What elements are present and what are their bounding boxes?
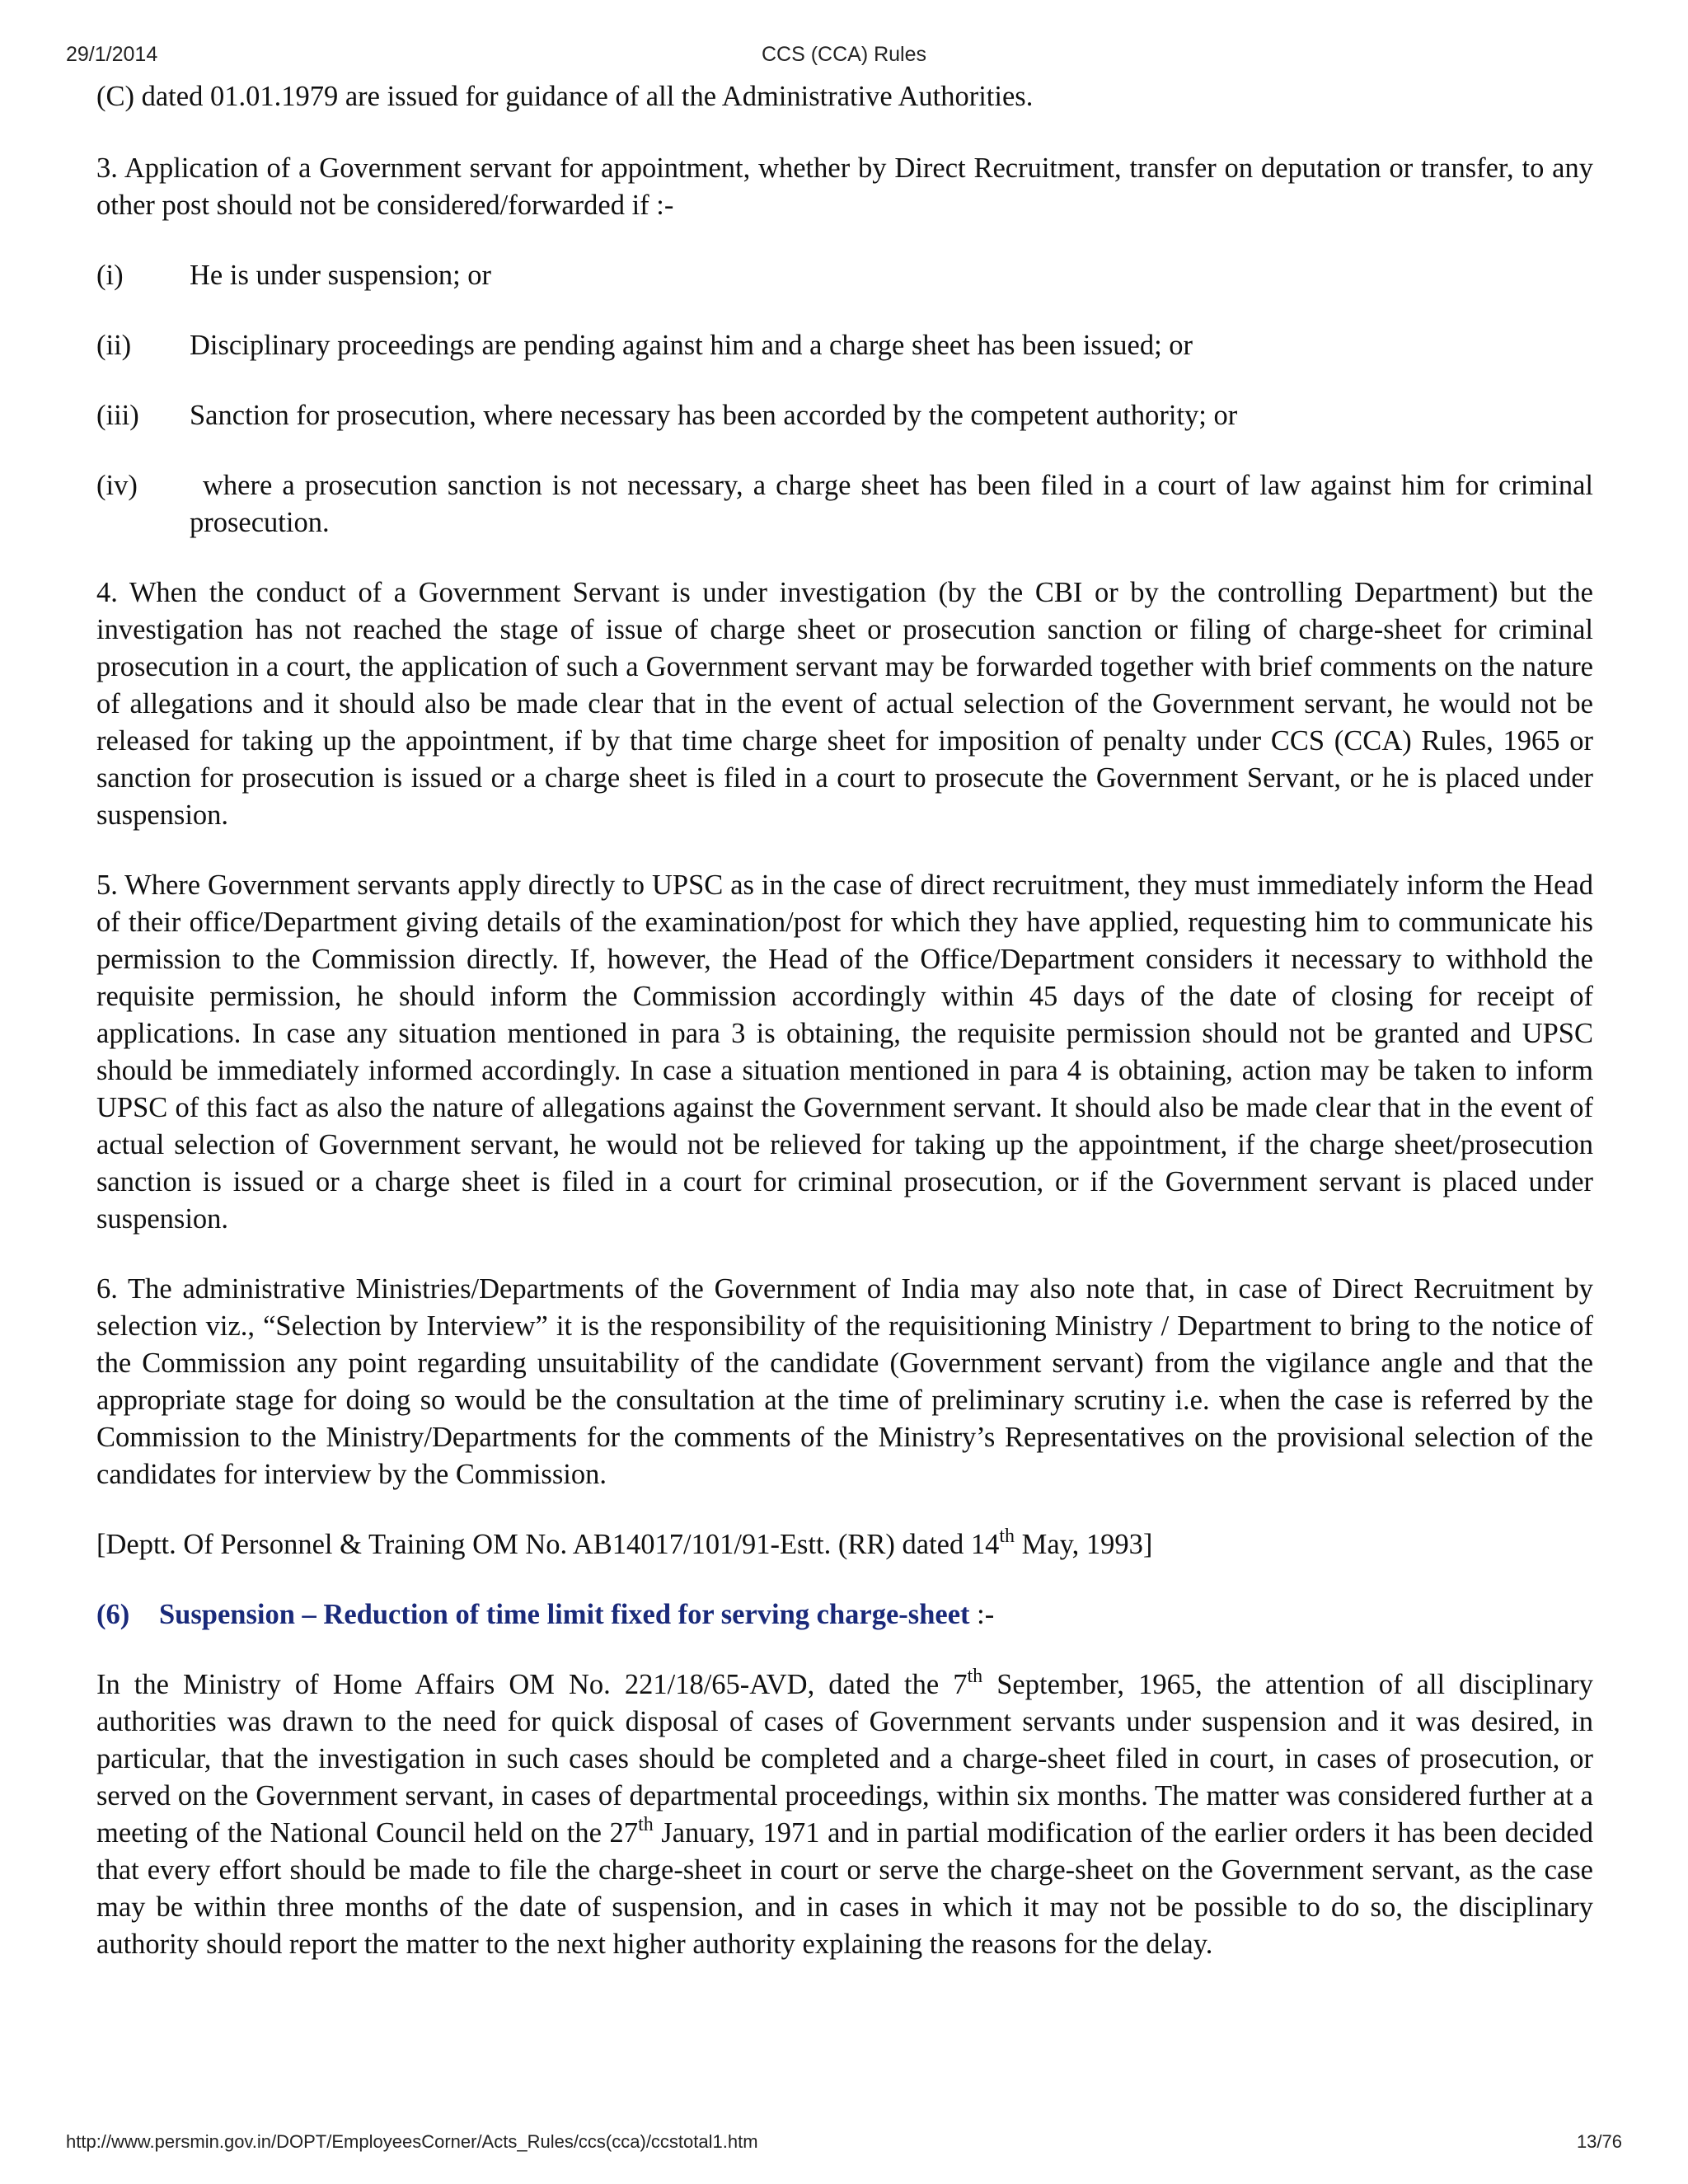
list-item	[96, 327, 1593, 364]
section-title: Suspension – Reduction of time limit fixed for serving charge-sheet	[159, 1599, 970, 1630]
list-item-text: He is under suspension; or	[190, 260, 492, 291]
paragraph-5: 5. Where Government servants apply directly to UPSC as in the case of direct recruitment, they must immediately inform the Head of their office/Department giving details of the examination/post for which they have applied, requesting him to communicate his permission to the Commission directly. If, however, the Head of the Office/Department considers it necessary to withhold the requisite permission, he should inform the Commission accordingly within 45 days of the date of closing for receipt of applications. In case any situation mentioned in para 3 is obtaining, the requisite permission should not be granted and UPSC should be immediately informed accordingly. In case a situation mentioned in para 4 is obtaining, action may be taken to inform UPSC of this fact as also the nature of allegations against the Government servant. It should also be made clear that in the event of actual selection of Government servant, he would not be relieved for taking up the appointment, if the charge sheet/prosecution sanction is issued or a charge sheet is filed in a court for criminal prosecution, or if the Government servant is placed under suspension.	[96, 869, 1593, 1235]
intro-paragraph: (C) dated 01.01.1979 are issued for guidance of all the Administrative Authorities.	[96, 81, 1034, 112]
section-heading	[96, 1596, 1593, 1633]
print-date: 29/1/2014	[66, 43, 158, 66]
paragraph-6: 6. The administrative Ministries/Departments of the Government of India may also note that, in case of Direct Recruitment by selection viz., “Selection by Interview” it is the responsibility of the requisitioning Ministry / Department to bring to the notice of the Commission any point regarding unsuitability of the candidate (Government servant) from the vigilance angle and that the appropriate stage for doing so would be the consultation at the time of preliminary scrutiny i.e. when the case is referred by the Commission to the Ministry/Departments for the comments of the Ministry’s Representatives on the provisional selection of the candidates for interview by the Commission.	[96, 1273, 1593, 1490]
final-superscript-1: th	[967, 1666, 983, 1687]
list-item	[96, 467, 1593, 541]
citation-superscript: th	[999, 1526, 1015, 1547]
list-item-text: where a prosecution sanction is not necessary, a charge sheet has been filed in a court of law against him for criminal prosecution.	[190, 470, 1593, 538]
citation-text-end: May, 1993]	[1015, 1529, 1153, 1560]
document-body	[96, 78, 1593, 1996]
list-item-number: (ii)	[96, 330, 132, 361]
list-item-number: (iv)	[96, 470, 138, 501]
list-item-number: (iii)	[96, 400, 139, 431]
document-title: CCS (CCA) Rules	[761, 43, 927, 66]
citation-text: [Deptt. Of Personnel & Training OM No. AB14017/101/91-Estt. (RR) dated 14	[96, 1529, 1000, 1560]
page-number: 13/76	[1576, 2131, 1622, 2152]
source-url: http://www.persmin.gov.in/DOPT/EmployeesCorner/Acts_Rules/ccs(cca)/ccstotal1.htm	[66, 2131, 758, 2152]
section-heading-tail: :-	[969, 1599, 995, 1630]
citation	[96, 1526, 1593, 1563]
section-number: (6)	[96, 1599, 130, 1630]
list-item	[96, 397, 1593, 434]
final-superscript-2: th	[638, 1814, 654, 1835]
final-paragraph	[96, 1666, 1593, 1963]
list-item-text: Disciplinary proceedings are pending against him and a charge sheet has been issued; or	[190, 330, 1193, 361]
final-text-a: In the Ministry of Home Affairs OM No. 221/18/65-AVD, dated the 7	[96, 1669, 968, 1700]
list-item	[96, 257, 1593, 294]
page-header	[66, 43, 1622, 71]
paragraph-3: 3. Application of a Government servant for appointment, whether by Direct Recruitment, transfer on deputation or transfer, to any other post should not be considered/forwarded if :-	[96, 152, 1593, 221]
final-text-c: January, 1971 and in partial modification of the earlier orders it has been decided that every effort should be made to file the charge-sheet in court or serve the charge-sheet on the Government servant, as the case may be within three months of the date of suspension, and in cases in which it may not be possible to do so, the disciplinary authority should report the matter to the next higher authority explaining the reasons for the delay.	[96, 1817, 1594, 1960]
final-text-b: September, 1965, the attention of all disciplinary authorities was drawn to the need for quick disposal of cases of Government servants under suspension and it was desired, in particular, that the investigation in such cases should be completed and a charge-sheet filed in court, in cases of prosecution, or served on the Government servant, in cases of departmental proceedings, within six months. The matter was considered further at a meeting of the National Council held on the 27	[96, 1669, 1593, 1849]
condition-list	[96, 257, 1593, 541]
page-footer	[66, 2131, 1622, 2156]
list-item-text: Sanction for prosecution, where necessary has been accorded by the competent authority; or	[190, 400, 1238, 431]
list-item-number: (i)	[96, 260, 124, 291]
paragraph-4: 4. When the conduct of a Government Servant is under investigation (by the CBI or by the controlling Department) but the investigation has not reached the stage of issue of charge sheet or prosecution sanction or filing of charge-sheet for criminal prosecution in a court, the application of such a Government servant may be forwarded together with brief comments on the nature of allegations and it should also be made clear that in the event of actual selection of the Government servant, he would not be released for taking up the appointment, if by that time charge sheet for imposition of penalty under CCS (CCA) Rules, 1965 or sanction for prosecution is issued or a charge sheet is filed in a court to prosecute the Government Servant, or he is placed under suspension.	[96, 577, 1593, 831]
